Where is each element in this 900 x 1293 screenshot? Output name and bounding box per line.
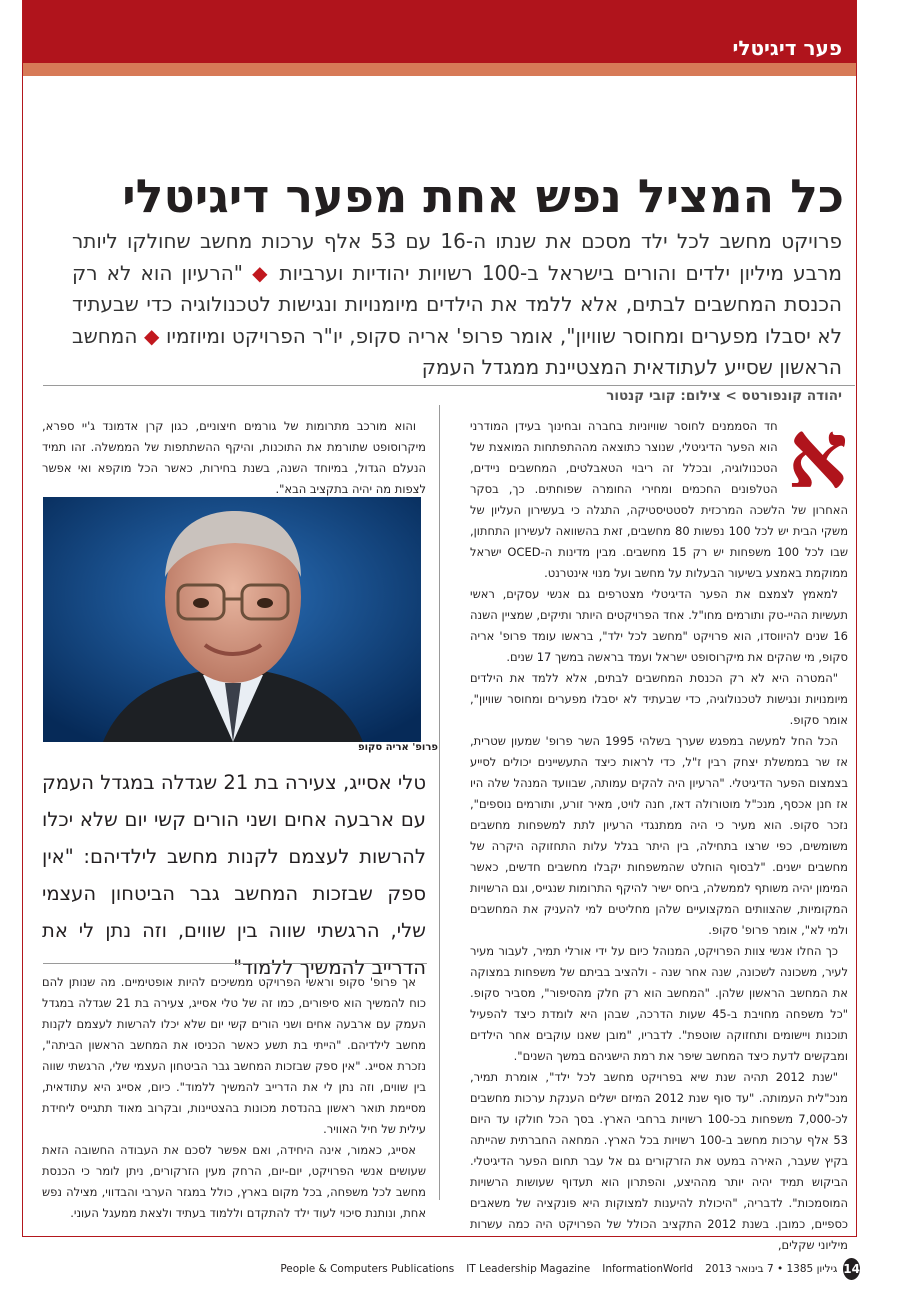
lead-part-2: "הרעיון הוא לא רק הכנסת המחשבים לבתים, אלא ללמד את הילדים מיומנויות ונגישות לטכנולוגיה כדי שבעתיד לא יסבלו מפערים ומחוסר שוויון", אומר פרופ' אריה סקופ, יו"ר הפרויקט ומיוזמיו	[72, 260, 842, 348]
article-body-right-column	[470, 400, 848, 1252]
body-paragraph: אסייג, כאמור, אינה היחידה, ואם אפשר לסכם את העבודה החשובה הזאת שעושים אנשי הפרויקט, יום-יום, הרחק מעין הזרקורים, ניתן לומר כי הכנסת מחשב לכל משפחה, בכל מקום בארץ, כולל במגזר הערבי והבדווי, מצילה נפש אחת, ונותנת סיכוי לעוד ילד להתקדם וללמוד בעתיד ולצאת ממעגל העוני.	[42, 1143, 426, 1220]
section-label: פער דיגיטלי	[732, 36, 842, 60]
body-paragraph: למאמץ לצמצם את הפער הדיגיטלי מצטרפים גם אנשי עסקים, ראשי תעשיות ההיי-טק ותורמים מחו"ל. אחד הפרויקטים היותר ותיקים, שמציין השנה 16 שנים להיווסדו, הוא פרויקט "מחשב לכל ילד", בראשו עומד פרופ' אריה סקופ, מי שהקים את מיקרוסופט ישראל ועמד בראשה במשך 17 שנים.	[470, 587, 848, 664]
photo-caption: פרופ' אריה סקופ	[358, 742, 438, 753]
footer-site: InformationWorld	[602, 1263, 694, 1275]
portrait-photo	[43, 497, 421, 742]
pull-quote: טלי אסייג, צעירה בת 21 שגדלה במגדל העמק עם ארבעה אחים ושני הורים קשי יום שלא יכלו להרשות לעצמם לקנות מחשב לילדיהם: "אין ספק שבזכות המחשב גבר הביטחון העצמי שלי, הרגשתי שווה בין שווים, וזה נתן לי את הדרייב להמשיך ללמוד"	[42, 771, 426, 979]
body-paragraph: והוא מורכב מתרומות של גורמים חיצוניים, כגון קרן אדמונד ג'יי ספרא, מיקרוסופט שתורמת את התוכנות, והיקף ההשתתפות של הממשלה. זהו תמיד הנעלם הגדול, במיוחד השנה, בשנת בחירות, כאשר הכל מוקפא ואי אפשר לצפות מה יהיה בתקציב הבא".	[42, 419, 426, 496]
byline: יהודה קונפורטס > צילום: קובי קנטור	[606, 388, 842, 404]
article-headline: כל המציל נפש אחת מפער דיגיטלי	[122, 169, 844, 223]
body-paragraph: "המטרה היא לא רק הכנסת המחשבים לבתים, אלא ללמד את הילדים מיומנויות ונגישות לטכנולוגיה, כדי שבעתיד לא יסבלו מפערים ומחוסר שוויון", אומר סקופ.	[470, 671, 848, 727]
footer-publisher: People & Computers Publications	[280, 1263, 455, 1275]
drop-cap: א	[787, 400, 848, 510]
portrait-illustration	[43, 497, 421, 742]
lead-part-3: המחשב הראשון שסייע לעתודאית המצטיינת ממגדל העמק	[72, 323, 842, 379]
body-paragraph: "שנת 2012 תהיה שנת שיא בפרויקט מחשב לכל ילד", אומרת תמיר, מנכ"לית העמותה. "עד סוף שנת 2012 המיזם ישלים הענקת ערכות מחשבים לכ-7,000 משפחות בכ-100 רשויות ברחבי הארץ. בסך הכל חולקו עד היום 53 אלף ערכות מחשב ב-100 רשויות בכל הארץ. המחאה החברתית שהייתה בקיץ שעבר, האירה במעט את הזרקורים גם אל עבר תחום הפער הדיגיטלי. הביקוש תמיד יהיה יותר מההיצע, והפתרון הוא תעדוף שעושות הרשויות המוסמכות". לדבריה, "היכולת להיענות למצוקות היא פונקציה של משאבים כספיים, כמובן. בשנת 2012 התקציב הכולל של הפרויקט היה כמה עשרות מיליוני שקלים,	[470, 1070, 848, 1252]
diamond-bullet-icon: ◆	[252, 260, 271, 285]
footer-magazine: IT Leadership Magazine	[466, 1263, 591, 1275]
footer-issue: גיליון 1385 • 7 בינואר 2013	[705, 1263, 838, 1275]
body-paragraph: אך פרופ' סקופ וראשי הפרויקט ממשיכים להיות אופטימיים. מה שנותן להם כוח להמשיך הוא סיפורים, כמו זה של טלי אסייג, צעירה בת 21 שגדלה במגדל העמק עם ארבעה אחים ושני הורים קשי יום שלא יכלו להרשות לעצמם לקנות מחשב לילדיהם. "הייתי בת תשע כאשר הכניסו את המחשב הראשון הביתה", נזכרת אסייג. "אין ספק שבזכות המחשב גבר הביטחון העצמי שלי, הרגשתי שווה בין שווים, וזה נתן לי את הדרייב להמשיך ללמוד". כיום, אסייג היא עתודאית, מסיימת תואר ראשון בהנדסת מכונות בהצטיינות, ובקרוב מאוד תתגייס ליחידת עילית של חיל האוויר.	[42, 975, 426, 1136]
body-paragraph: כך החלו אנשי צוות הפרויקט, המנוהל כיום על ידי אורלי תמיר, לעבור מעיר לעיר, משכונה לשכונה, שנה אחר שנה - ולהציב בביתם של משפחות במצוקה את המחשב הראשון שלהן. "המחשב הוא רק חלק מהסיפור", מסביר סקופ. "כל משפחה מחויבת ב-45 שעות הדרכה, שבהן היא לומדת כיצד להפעיל תוכנות ויישומים ותחזוקה שוטפת". לדבריו, "מובן שאנו עוקבים אחר הילדים ומבקשים לדעת כיצד המחשב שיפר את רמת הישגיהם במשך השנים".	[470, 944, 848, 1063]
page-number: 14	[843, 1258, 860, 1280]
body-paragraph: הכל החל למעשה במפגש שערך בשלהי 1995 השר פרופ' שמעון שטרית, אז שר בממשלת יצחק רבין ז"ל, כדי לראות כיצד התעשיינים יכולים לסייע בצמצום הפער הדיגיטלי. "הרעיון היה להקים עמותה, שבוועד המנהל שלה היו אז חנן אכסף, מנכ"ל מוטורולה דאז, חנה לויט, מאיר זורע, ותורמים נוספים", נזכר סקופ. הוא מעיר כי היה ממתנגדי הרעיון לתת למשפחות מחשבים משומשים, כפי שרצו בתחילה, בין היתר בגלל עלות התחזוקה היקרה של מחשבים ישנים. "לבסוף הוחלט שהמשפחות יקבלו מחשבים חדשים, כאשר המימון יהיה משותף לממשלה, ביחס ישיר להיקף התרומות שנגייס, וגם הרשויות המקומיות, שהצוותים המקצועיים שלהן מחליטים למי להעניק את המחשבים ולמי לא", אומר פרופ' סקופ.	[470, 734, 848, 937]
diamond-bullet-icon: ◆	[143, 323, 160, 348]
pull-quote-rule	[43, 963, 427, 964]
body-paragraph: חד הסממנים לחוסר שוויוניות בחברה ובחינוך בעידן המודרני הוא הפער הדיגיטלי, שנוצר כתוצאה מההתפתחות המואצת של הטכנולוגיה, ובכלל זה ריבוי הטאבלטים, המחשבים ניידים, הטלפונים החכמים ומחירי החומרה שפוחתים. כך, בסקר האחרון של הלשכה המרכזית לסטטיסטיקה, התגלה כי בעשירון העליון של משקי הבית יש לכל 100 נפשות 80 מחשבים, זאת בהשוואה לעשירון התחתון, שבו לכל 100 משפחות יש רק 15 מחשבים. מבין מדינות ה-OCED ישראל ממוקמת באמצע בשיעור הבעלות על מחשב ועל מנוי אינטרנט.	[470, 419, 848, 580]
article-body-left-lower	[42, 972, 426, 1220]
page-footer	[280, 1258, 860, 1280]
byline-rule	[43, 385, 855, 386]
lead-part-1: פרויקט מחשב לכל ילד מסכם את שנתו ה-16 עם 53 אלף ערכות מחשב שחולקו ליותר מרבע מיליון ילדים והורים בישראל ב-100 רשויות יהודיות וערביות	[72, 229, 843, 285]
article-lead	[72, 226, 842, 384]
column-divider	[439, 405, 440, 1200]
